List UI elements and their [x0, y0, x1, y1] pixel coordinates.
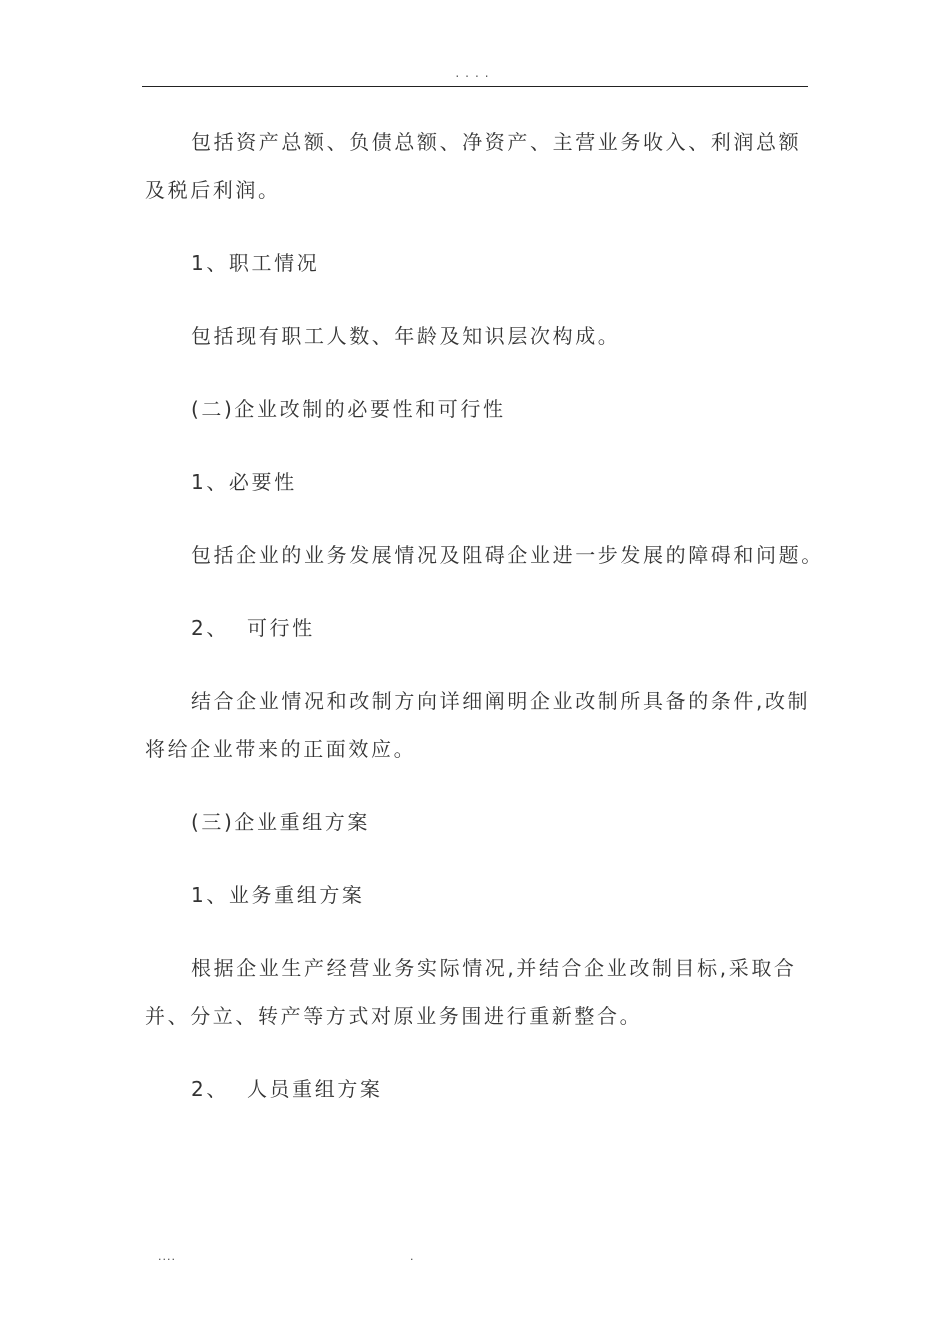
heading-personnel-restructuring [145, 1065, 811, 1113]
page-footer [158, 1250, 808, 1270]
paragraph-staff: 包括现有职工人数、年龄及知识层次构成。 [191, 324, 621, 348]
footer-mid-dot: . [410, 1250, 414, 1263]
heading-staff-situation: 1、职工情况 [191, 251, 320, 275]
paragraph-necessity: 包括企业的业务发展情况及阻碍企业进一步发展的障碍和问题。 [191, 543, 824, 567]
heading-personnel-number: 2、 [191, 1077, 229, 1101]
heading-personnel-label: 人员重组方案 [246, 1077, 383, 1101]
paragraph-feasibility: 结合企业情况和改制方向详细阐明企业改制所具备的条件,改制将给企业带来的正面效应。 [145, 689, 811, 761]
page-header [142, 60, 808, 87]
heading-necessity: 1、必要性 [191, 470, 297, 494]
document-body [145, 118, 824, 1113]
heading-restructuring-plan: (三)企业重组方案 [191, 810, 371, 834]
heading-business-restructuring: 1、业务重组方案 [191, 883, 365, 907]
paragraph-financials: 包括资产总额、负债总额、净资产、主营业务收入、利润总额及税后利润。 [145, 130, 802, 202]
heading-feasibility-number: 2、 [191, 616, 229, 640]
header-dots: .... [455, 66, 495, 80]
heading-feasibility-label: 可行性 [246, 616, 315, 640]
footer-left-dots: .... [158, 1250, 176, 1263]
heading-necessity-feasibility: (二)企业改制的必要性和可行性 [191, 397, 506, 421]
paragraph-business-restructuring: 根据企业生产经营业务实际情况,并结合企业改制目标,采取合并、分立、转产等方式对原业务围进行重新整合。 [145, 956, 797, 1028]
heading-feasibility [145, 604, 811, 652]
